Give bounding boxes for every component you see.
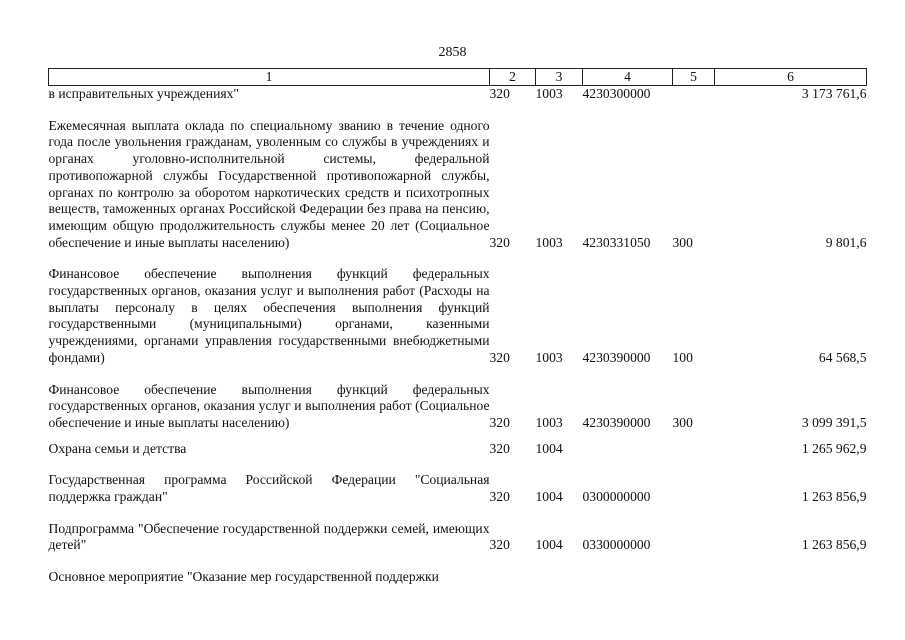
column-header-4: 4 (583, 69, 673, 86)
row-code-section: 1003 (535, 414, 563, 430)
row-code-ministry: 320 (489, 489, 510, 505)
row-code-target: 4230390000 (582, 349, 651, 365)
row-spacer (49, 103, 867, 118)
row-description: Охрана семьи и детства (48, 440, 187, 456)
row-spacer (49, 457, 867, 472)
row-code-target (583, 569, 673, 586)
table-row (49, 382, 867, 432)
row-amount: 3 099 391,5 (801, 414, 867, 430)
row-amount: 1 263 856,9 (801, 489, 867, 505)
row-code-ministry: 320 (489, 234, 510, 250)
row-code-section: 1003 (535, 234, 563, 250)
row-description: Подпрограмма "Обеспечение государственной поддержки семей, имеющих детей" (48, 520, 490, 553)
row-description: Финансовое обеспечение выполнения функций федеральных государственных органов, оказания услуг и выполнения работ (Социальное обеспечение и иные выплаты населению) (48, 381, 490, 430)
table-row (49, 472, 867, 505)
row-code-ministry: 320 (489, 537, 510, 553)
row-description: Основное мероприятие "Оказание мер государственной поддержки (48, 569, 439, 585)
row-amount: 9 801,6 (825, 234, 867, 250)
budget-table (48, 68, 867, 586)
row-description: в исправительных учреждениях" (48, 86, 239, 101)
row-spacer (49, 506, 867, 521)
row-code-target: 4230300000 (582, 86, 651, 101)
row-code-target: 4230390000 (582, 414, 651, 430)
row-code-ministry: 320 (489, 440, 510, 456)
row-code-expense-type (673, 86, 715, 103)
row-code-ministry: 320 (489, 86, 510, 101)
row-code-section: 1003 (535, 86, 563, 101)
row-spacer (49, 432, 867, 441)
row-code-expense-type: 100 (672, 349, 693, 365)
page-number: 2858 (438, 45, 467, 60)
row-code-target: 0300000000 (582, 489, 651, 505)
row-amount: 1 265 962,9 (801, 440, 867, 456)
row-code-section: 1004 (535, 537, 563, 553)
row-description: Финансовое обеспечение выполнения функций федеральных государственных органов, оказания услуг и выполнения работ (Расходы на выплаты персоналу в целях обеспечения выполнения функций государственными (муниципальными) органами, казенными учреждениями, органами управления государственными внебюджетными фондами) (48, 266, 490, 365)
row-code-section: 1003 (535, 349, 563, 365)
row-spacer (49, 554, 867, 569)
row-description: Государственная программа Российской Федерации "Социальная поддержка граждан" (48, 472, 490, 505)
column-header-6: 6 (715, 69, 867, 86)
table-row (49, 441, 867, 458)
row-code-expense-type: 300 (672, 414, 693, 430)
row-amount: 1 263 856,9 (801, 537, 867, 553)
table-row (49, 569, 867, 586)
table-row (49, 521, 867, 554)
row-code-target: 0330000000 (582, 537, 651, 553)
table-row (49, 118, 867, 252)
column-header-2: 2 (490, 69, 536, 86)
row-description: Ежемесячная выплата оклада по специальному званию в течение одного года после увольнения гражданам, уволенным со службы в учреждениях и органах уголовно-исполнительной системы, федеральной противопожарной службы Государственной противопожарной службы, органах по контролю за оборотом наркотических средств и психотропных веществ, таможенных органах Российской Федерации без права на пенсию, имеющим общую продолжительность службы менее 20 лет (Социальное обеспечение и иные выплаты населению) (48, 117, 490, 250)
row-code-section: 1004 (535, 489, 563, 505)
row-code-ministry: 320 (489, 349, 510, 365)
table-row (49, 86, 867, 103)
table-row (49, 266, 867, 366)
row-amount: 64 568,5 (818, 349, 867, 365)
column-header-3: 3 (536, 69, 583, 86)
row-code-target: 4230331050 (582, 234, 651, 250)
row-code-ministry (490, 569, 536, 586)
row-amount (715, 569, 867, 586)
row-code-expense-type: 300 (672, 234, 693, 250)
column-header-5: 5 (673, 69, 715, 86)
row-spacer (49, 367, 867, 382)
row-code-target (583, 441, 673, 458)
row-spacer (49, 251, 867, 266)
row-code-section: 1004 (535, 440, 563, 456)
row-code-expense-type (673, 521, 715, 554)
row-code-expense-type (673, 472, 715, 505)
row-code-expense-type (673, 569, 715, 586)
table-header-row (49, 69, 867, 86)
column-header-1: 1 (49, 69, 490, 86)
row-amount: 3 173 761,6 (801, 86, 867, 101)
row-code-expense-type (673, 441, 715, 458)
row-code-ministry: 320 (489, 414, 510, 430)
row-code-section (536, 569, 583, 586)
